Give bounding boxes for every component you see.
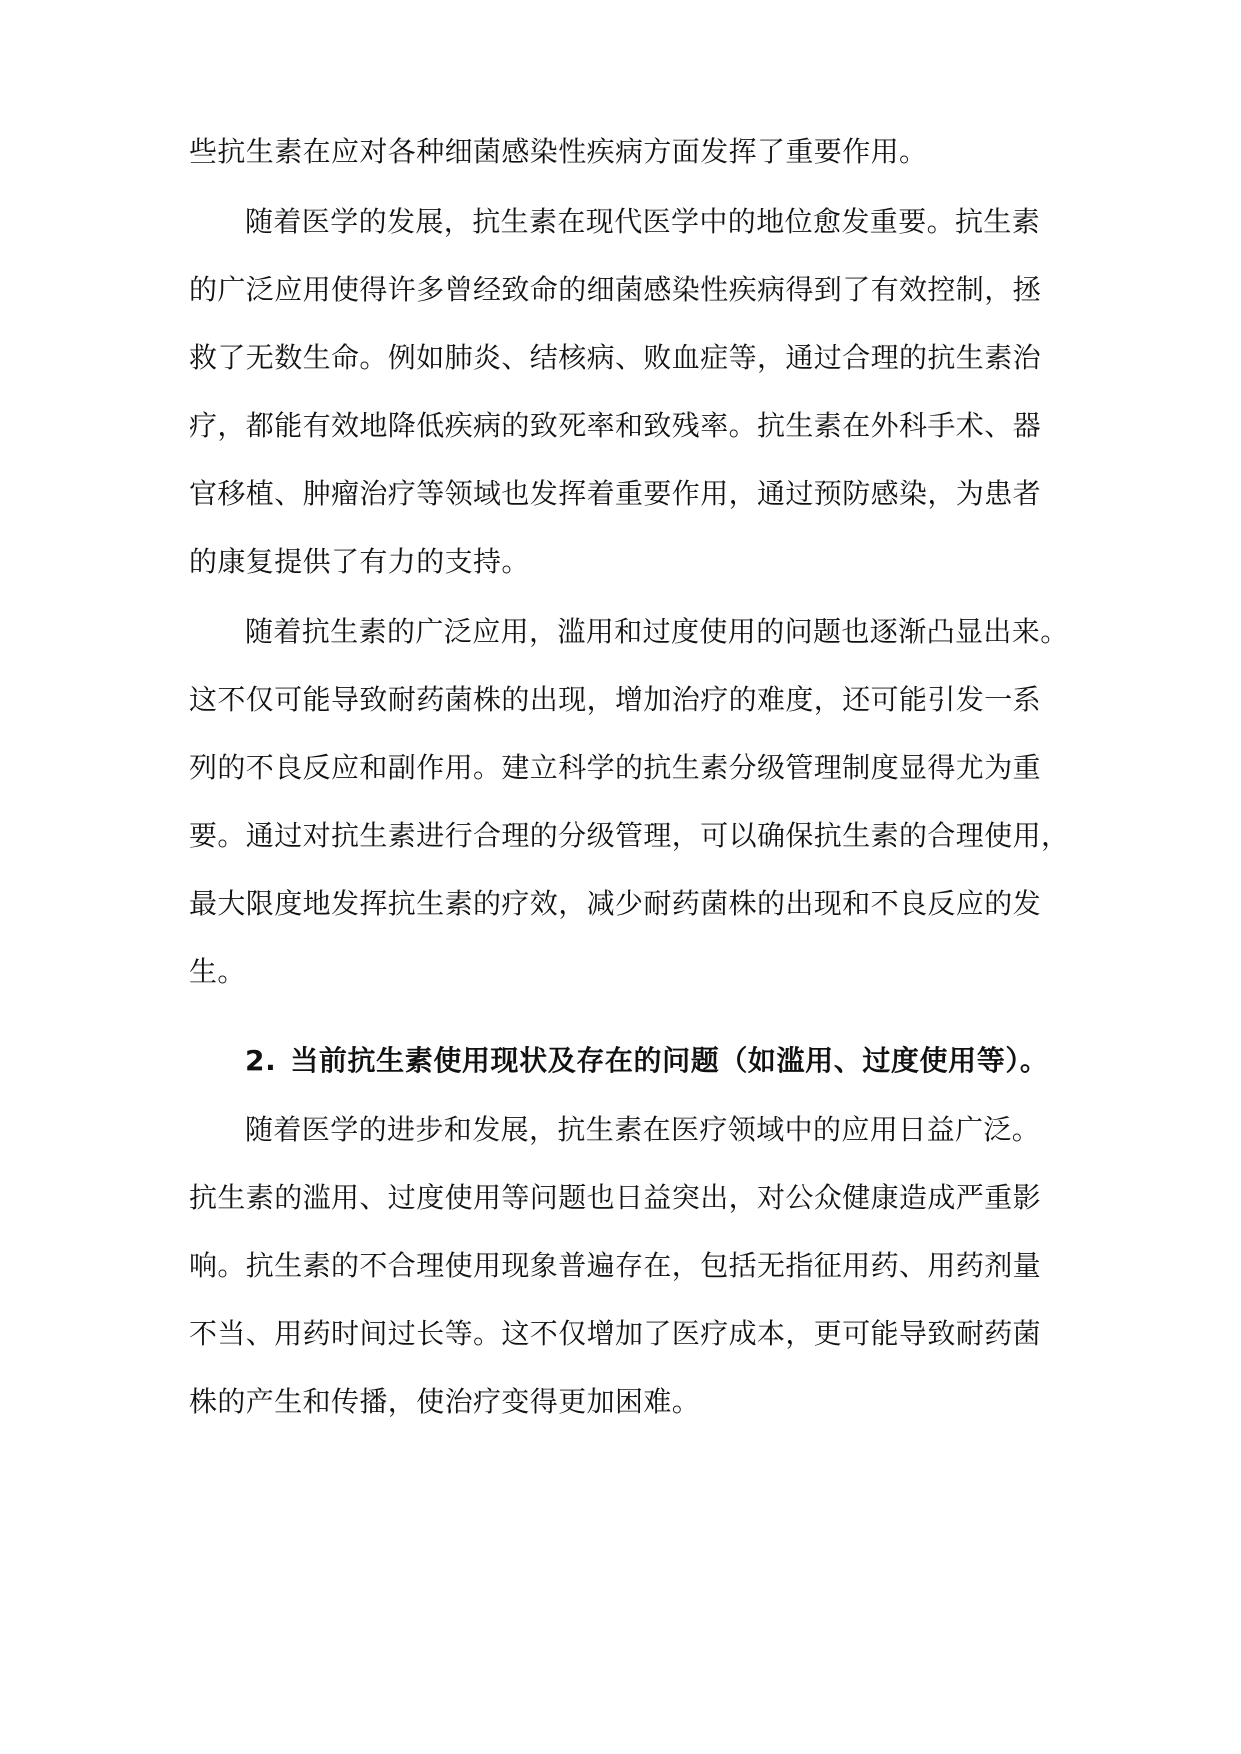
paragraph-line: 救了无数生命。例如肺炎、结核病、败血症等，通过合理的抗生素治 <box>189 341 1042 374</box>
paragraph-line: 要。通过对抗生素进行合理的分级管理，可以确保抗生素的合理使用， <box>189 819 1070 852</box>
paragraph-line: 生。 <box>189 955 246 988</box>
paragraph-line: 这不仅可能导致耐药菌株的出现，增加治疗的难度，还可能引发一系 <box>189 683 1042 716</box>
paragraph-line: 些抗生素在应对各种细菌感染性疾病方面发挥了重要作用。 <box>189 135 928 168</box>
paragraph-line: 列的不良反应和副作用。建立科学的抗生素分级管理制度显得尤为重 <box>189 751 1042 784</box>
section-title: 当前抗生素使用现状及存在的问题（如滥用、过度使用等）。 <box>290 1044 1049 1077</box>
paragraph-line: 疗，都能有效地降低疾病的致死率和致残率。抗生素在外科手术、器 <box>189 409 1042 442</box>
paragraph-line: 随着医学的发展，抗生素在现代医学中的地位愈发重要。抗生素 <box>245 205 1041 238</box>
paragraph-line: 株的产生和传播，使治疗变得更加困难。 <box>189 1385 701 1418</box>
paragraph-line: 最大限度地发挥抗生素的疗效，减少耐药菌株的出现和不良反应的发 <box>189 887 1042 920</box>
paragraph-line: 响。抗生素的不合理使用现象普遍存在，包括无指征用药、用药剂量 <box>189 1249 1042 1282</box>
paragraph-line: 的康复提供了有力的支持。 <box>189 545 530 578</box>
paragraph-line: 的广泛应用使得许多曾经致命的细菌感染性疾病得到了有效控制，拯 <box>189 273 1042 306</box>
paragraph-line: 官移植、肿瘤治疗等领域也发挥着重要作用，通过预防感染，为患者 <box>189 477 1042 510</box>
section-number: 2. <box>245 1044 277 1077</box>
paragraph-line: 随着医学的进步和发展，抗生素在医疗领域中的应用日益广泛。 <box>245 1113 1041 1146</box>
section-heading <box>245 1043 1065 1079</box>
paragraph-line: 抗生素的滥用、过度使用等问题也日益突出，对公众健康造成严重影 <box>189 1181 1042 1214</box>
paragraph-line: 不当、用药时间过长等。这不仅增加了医疗成本，更可能导致耐药菌 <box>189 1317 1042 1350</box>
paragraph-line: 随着抗生素的广泛应用，滥用和过度使用的问题也逐渐凸显出来。 <box>245 615 1069 648</box>
